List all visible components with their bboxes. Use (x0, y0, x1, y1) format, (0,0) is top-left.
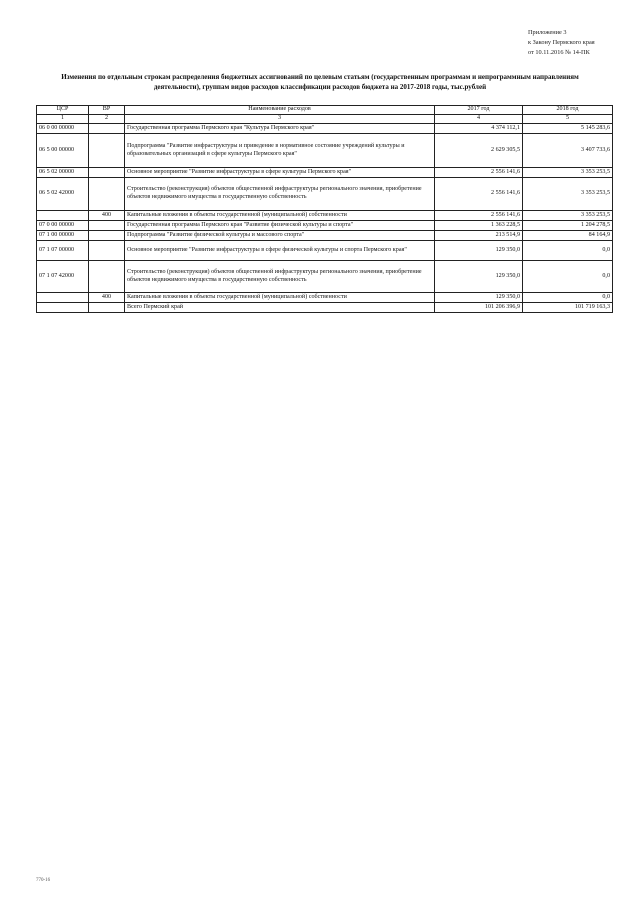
cell-name: Основное мероприятие "Развитие инфраструктуры в сфере культуры Пермского края" (125, 168, 435, 178)
cell-csr (37, 293, 89, 303)
cell-name: Капитальные вложения в объекты государственной (муниципальной) собственности (125, 211, 435, 221)
budget-table (36, 105, 613, 313)
cell-csr: 07 1 00 00000 (37, 231, 89, 241)
cell-2018: 84 164,9 (523, 231, 613, 241)
cell-name: Строительство (реконструкция) объектов общественной инфраструктуры регионального значения, приобретение объектов недвижимого имущества в государственную собственность (125, 261, 435, 293)
cell-vr (89, 134, 125, 168)
table-index-row (37, 115, 613, 124)
cell-2018: 0,0 (523, 241, 613, 261)
cell-vr (89, 178, 125, 211)
cell-2017: 4 374 112,1 (435, 124, 523, 134)
footer-mark: 770-16 (36, 878, 51, 883)
cell-name: Строительство (реконструкция) объектов общественной инфраструктуры регионального значения, приобретение объектов недвижимого имущества в государственную собственность (125, 178, 435, 211)
cell-2017: 129 350,0 (435, 241, 523, 261)
index-cell: 3 (125, 115, 435, 124)
cell-2017: 129 350,0 (435, 293, 523, 303)
cell-2018: 5 145 283,6 (523, 124, 613, 134)
cell-2018: 0,0 (523, 261, 613, 293)
cell-csr: 06 0 00 00000 (37, 124, 89, 134)
table-row (37, 221, 613, 231)
header-csr: ЦСР (37, 106, 89, 115)
table-row (37, 241, 613, 261)
cell-vr: 400 (89, 211, 125, 221)
cell-vr (89, 241, 125, 261)
cell-2018: 1 204 278,5 (523, 221, 613, 231)
cell-name: Подпрограмма "Развитие физической культуры и массового спорта" (125, 231, 435, 241)
cell-2018: 101 719 163,3 (523, 303, 613, 313)
table-row (37, 293, 613, 303)
cell-csr (37, 211, 89, 221)
table-row (37, 231, 613, 241)
cell-2017: 2 556 141,6 (435, 211, 523, 221)
table-row (37, 134, 613, 168)
cell-vr (89, 231, 125, 241)
index-cell: 1 (37, 115, 89, 124)
index-cell: 5 (523, 115, 613, 124)
header-2018: 2018 год (523, 106, 613, 115)
cell-name: Государственная программа Пермского края "Культура Пермского края" (125, 124, 435, 134)
cell-vr (89, 168, 125, 178)
cell-2017: 2 629 305,5 (435, 134, 523, 168)
table-row (37, 168, 613, 178)
cell-2018: 3 353 253,5 (523, 168, 613, 178)
cell-2017: 2 556 141,6 (435, 168, 523, 178)
index-cell: 2 (89, 115, 125, 124)
document-title: Изменения по отдельным строкам распределения бюджетных ассигнований по целевым статьям (государственным программам и непрограммным направлениям деятельности), группам видов расходов классификации расходов бюджета на 2017-2018 годы, тыс.рублей (61, 73, 579, 91)
table-row (37, 211, 613, 221)
table-header-row (37, 106, 613, 115)
cell-csr: 07 1 07 42000 (37, 261, 89, 293)
cell-2017: 101 206 396,9 (435, 303, 523, 313)
cell-2018: 3 353 253,5 (523, 178, 613, 211)
cell-2017: 213 514,9 (435, 231, 523, 241)
header-2017: 2017 год (435, 106, 523, 115)
cell-vr (89, 303, 125, 313)
cell-csr: 07 0 00 00000 (37, 221, 89, 231)
cell-name: Всего Пермский край (125, 303, 435, 313)
cell-2018: 3 353 253,5 (523, 211, 613, 221)
cell-name: Основное мероприятие "Развитие инфраструктуры в сфере физической культуры и спорта Пермского края" (125, 241, 435, 261)
cell-name: Подпрограмма "Развитие инфраструктуры и приведение в нормативное состояние учреждений культуры и образовательных организаций в сфере культуры Пермского края" (125, 134, 435, 168)
index-cell: 4 (435, 115, 523, 124)
cell-2017: 1 363 228,5 (435, 221, 523, 231)
appendix-number: Приложение 3 (528, 29, 567, 36)
table-row (37, 124, 613, 134)
cell-vr (89, 221, 125, 231)
cell-2018: 0,0 (523, 293, 613, 303)
table-row (37, 178, 613, 211)
cell-vr: 400 (89, 293, 125, 303)
header-name: Наименование расходов (125, 106, 435, 115)
appendix-law-ref: к Закону Пермского края (528, 39, 595, 46)
cell-vr (89, 124, 125, 134)
cell-2017: 129 350,0 (435, 261, 523, 293)
cell-vr (89, 261, 125, 293)
cell-csr: 07 1 07 00000 (37, 241, 89, 261)
cell-csr (37, 303, 89, 313)
cell-2017: 2 556 141,6 (435, 178, 523, 211)
cell-csr: 06 5 02 42000 (37, 178, 89, 211)
cell-csr: 06 5 02 00000 (37, 168, 89, 178)
appendix-law-date: от 10.11.2016 № 14-ПК (528, 49, 590, 56)
appendix-note (528, 28, 632, 58)
table-row (37, 261, 613, 293)
cell-name: Капитальные вложения в объекты государственной (муниципальной) собственности (125, 293, 435, 303)
cell-name: Государственная программа Пермского края "Развитие физической культуры и спорта" (125, 221, 435, 231)
table-row-total (37, 303, 613, 313)
cell-2018: 3 407 733,6 (523, 134, 613, 168)
cell-csr: 06 5 00 00000 (37, 134, 89, 168)
header-vr: ВР (89, 106, 125, 115)
